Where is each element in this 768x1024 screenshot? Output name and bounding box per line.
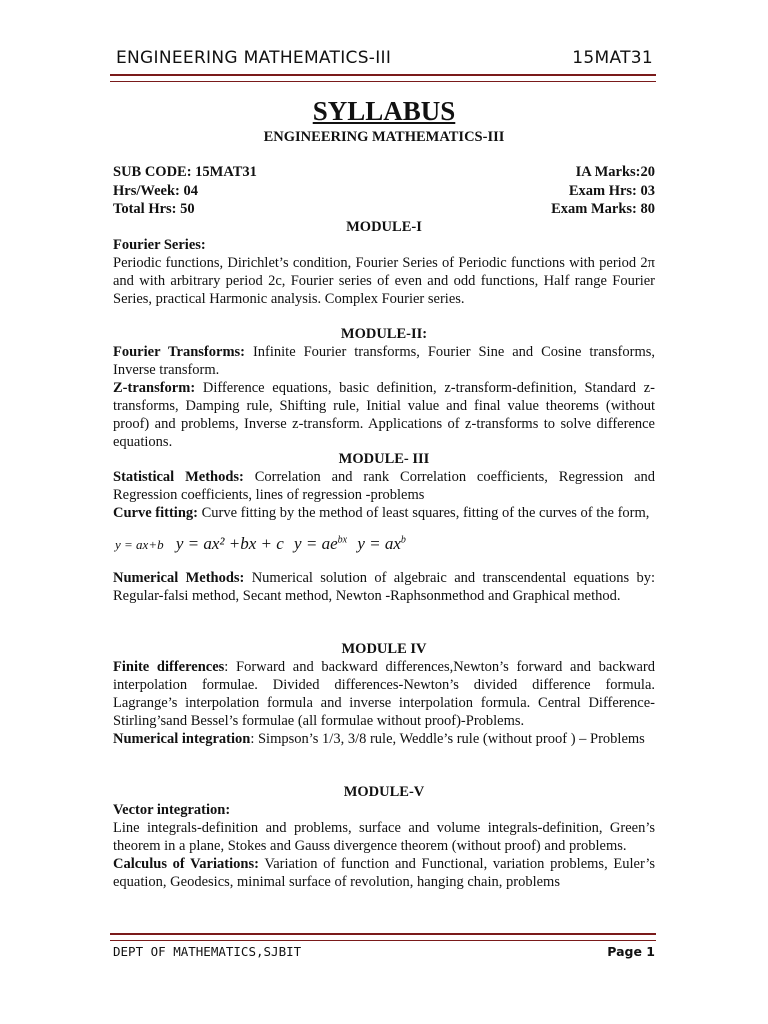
statistical-methods-title: Statistical Methods: [113, 469, 244, 485]
module-5-heading: MODULE-V [343, 784, 425, 800]
page-title: SYLLABUS [312, 96, 456, 126]
calculus-variations-text: Variation of function and Functional, variation problems, Euler’s equation, Geodesics, minimal surface of revolution, hanging chain, problems [113, 856, 655, 890]
z-transform-text: Difference equations, basic definition, z-transform-definition, Standard z-transforms, Damping rule, Shifting rule, Initial value and final value theorems (without proof) and problems, Inverse z-transform. Applications of z-transforms to solve difference equations. [113, 380, 655, 450]
footer-page-number: Page 1 [607, 944, 655, 959]
fourier-transforms-para [113, 343, 655, 379]
fourier-series-text: Periodic functions, Dirichlet’s condition, Fourier Series of Periodic functions with period 2π and with arbitrary period 2c, Fourier series of even and odd functions, Half range Fourier Series, practical Harmonic analysis. Complex Fourier series. [113, 255, 655, 307]
fourier-series-title: Fourier Series: [113, 237, 206, 253]
module-5 [113, 783, 655, 891]
calculus-variations-title: Calculus of Variations: [113, 856, 259, 872]
equation-exponential-base: y = ae [294, 533, 338, 553]
equation-exponential [294, 534, 347, 553]
hrs-week: Hrs/Week: 04 [113, 183, 198, 199]
equation-exponential-sup: bx [337, 534, 348, 545]
numerical-integration-title: Numerical integration [113, 731, 251, 747]
module-1 [113, 218, 655, 308]
equation-power [357, 534, 406, 553]
equation-quadratic: y = ax² +bx + c [175, 533, 284, 553]
module-2-heading: MODULE-II: [340, 326, 428, 342]
ia-marks: IA Marks:20 [575, 164, 655, 180]
curve-fitting-para [113, 504, 655, 522]
page-header [113, 48, 655, 74]
fourier-transforms-text: Infinite Fourier transforms, Fourier Sine and Cosine transforms, Inverse transform. [113, 344, 655, 378]
sub-code: SUB CODE: 15MAT31 [113, 164, 257, 180]
equation-power-base: y = ax [357, 533, 401, 553]
statistical-methods-para [113, 468, 655, 504]
header-course-title: ENGINEERING MATHEMATICS-III [116, 48, 392, 68]
numerical-methods-title: Numerical Methods: [113, 569, 245, 586]
curve-fitting-title: Curve fitting: [113, 505, 198, 521]
total-hrs: Total Hrs: 50 [113, 201, 195, 217]
module-1-heading: MODULE-I [346, 219, 422, 235]
module-4 [113, 640, 655, 748]
curve-fitting-text: Curve fitting by the method of least squares, fitting of the curves of the form, [197, 505, 650, 521]
module-3-heading: MODULE- III [338, 451, 430, 467]
finite-differences-para [113, 658, 655, 730]
z-transform-title: Z-transform: [113, 380, 196, 396]
vector-integration-title: Vector integration: [113, 802, 231, 818]
footer-rule [110, 933, 656, 941]
exam-marks: Exam Marks: 80 [551, 201, 655, 217]
header-course-code: 15MAT31 [572, 48, 653, 68]
fourier-transforms-title: Fourier Transforms: [113, 344, 245, 360]
numerical-methods-para [113, 569, 655, 605]
numerical-methods-text: Numerical solution of algebraic and transcendental equations by: Regular-falsi method, Secant method, Newton -Raphsonmethod and Graphical method. [113, 569, 655, 604]
finite-differences-title: Finite differences [113, 659, 225, 675]
module-4-heading: MODULE IV [341, 641, 427, 657]
vector-integration-text: Line integrals-definition and problems, surface and volume integrals-definition, Green’s theorem in a plane, Stokes and Gauss divergence theorem (without proof) and problems. [113, 820, 655, 854]
page-subtitle: ENGINEERING MATHEMATICS-III [263, 129, 505, 145]
z-transform-para [113, 379, 655, 451]
calculus-variations-para [113, 855, 655, 891]
finite-differences-text: : Forward and backward differences,Newton’s forward and backward interpolation formulae. Divided differences-Newton’s divided difference formula. Lagrange’s interpolation formula and inverse interpolation formula. Central Difference-Stirling’sand Bessel’s formulae (all formulae without proof)-Problems. [113, 659, 655, 729]
statistical-methods-text: Correlation and rank Correlation coefficients, Regression and Regression coefficients, lines of regression -problems [113, 469, 655, 503]
exam-hrs: Exam Hrs: 03 [568, 183, 655, 199]
numerical-integration-text: : Simpson’s 1/3, 3/8 rule, Weddle’s rule (without proof ) – Problems [250, 731, 645, 747]
module-3 [113, 450, 655, 605]
equation-power-sup: b [400, 534, 406, 545]
module-2 [113, 325, 655, 451]
header-rule [110, 74, 656, 82]
footer-department: DEPT OF MATHEMATICS,SJBIT [113, 944, 302, 959]
equation-linear: y = ax+b [115, 536, 164, 552]
numerical-integration-para [113, 730, 655, 748]
curve-equations [113, 528, 655, 557]
